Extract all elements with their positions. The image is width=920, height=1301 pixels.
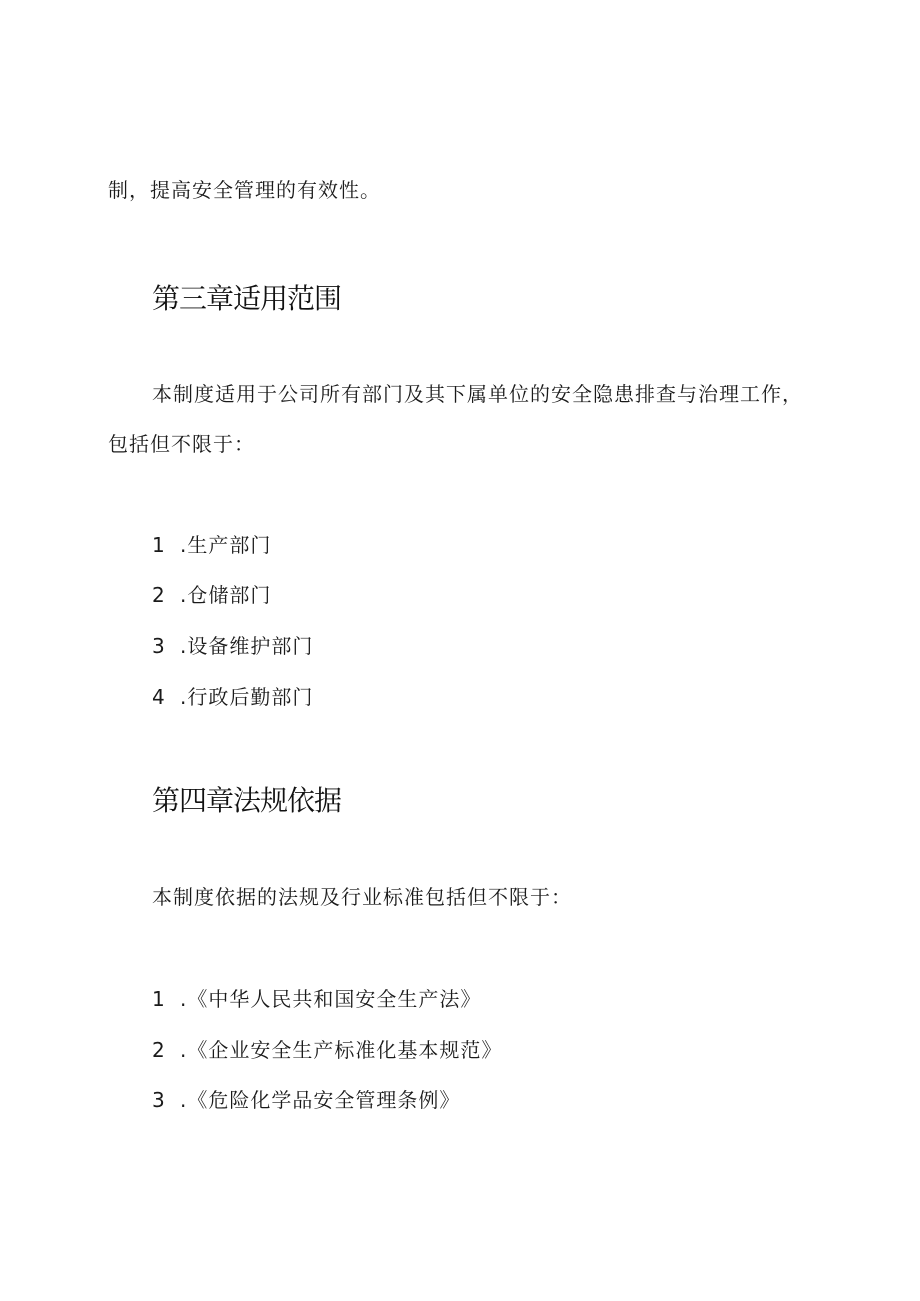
chapter-4-title: 第四章法规依据 [152,784,342,817]
list-item [152,634,313,658]
list-item-number: 1 [152,533,166,557]
chapter-3-paragraph-line-2: 包括但不限于： [108,432,255,456]
chapter-3-title: 第三章适用范围 [152,282,342,315]
list-item [152,533,271,557]
list-item-text: .设备维护部门 [180,634,314,658]
list-item [152,1038,502,1062]
list-item [152,685,313,709]
list-item-text: .《中华人民共和国安全生产法》 [180,987,482,1011]
list-item [152,987,481,1011]
list-item [152,583,271,607]
list-item-number: 1 [152,987,166,1011]
list-item-number: 3 [152,1088,166,1112]
list-item-text: .生产部门 [180,533,272,557]
list-item-number: 3 [152,634,166,658]
list-item-number: 2 [152,583,166,607]
list-item-number: 2 [152,1038,166,1062]
list-item-text: .《企业安全生产标准化基本规范》 [180,1038,503,1062]
list-item-number: 4 [152,685,166,709]
chapter-3-paragraph-line-1: 本制度适用于公司所有部门及其下属单位的安全隐患排查与治理工作， [152,382,803,406]
list-item [152,1088,460,1112]
list-item-text: .行政后勤部门 [180,685,314,709]
chapter-4-paragraph: 本制度依据的法规及行业标准包括但不限于： [152,885,572,909]
list-item-text: .仓储部门 [180,583,272,607]
continuation-text: 制，提高安全管理的有效性。 [108,178,381,202]
list-item-text: .《危险化学品安全管理条例》 [180,1088,461,1112]
